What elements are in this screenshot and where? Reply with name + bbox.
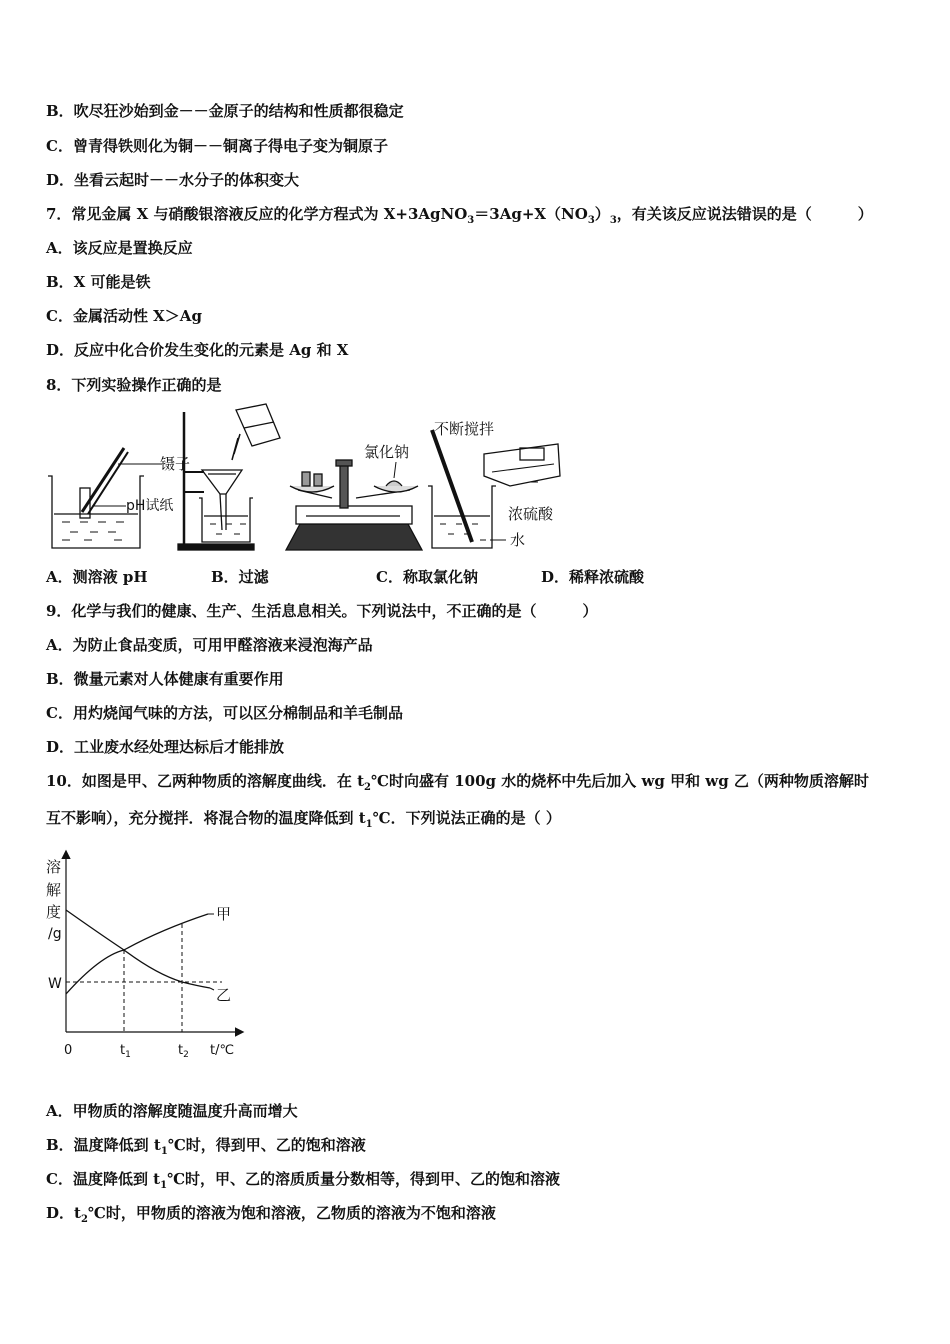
q10-stem-line1: 10．如图是甲、乙两种物质的溶解度曲线．在 $t_2℃$时向盛有 100g 水的烧杯中先后加入 wg 甲和 wg 乙（两种物质溶解时	[46, 772, 869, 793]
q8-option-a: A．测溶液 pH	[46, 568, 148, 586]
q6-option-c: C．曾青得铁则化为铜－－铜离子得电子变为铜原子	[46, 137, 388, 155]
ylabel-char-4: /g	[48, 926, 62, 942]
balance-diagram	[286, 460, 422, 550]
x-tick-t1: $t_1$	[120, 1043, 131, 1060]
y-mark-w: W	[48, 976, 62, 992]
water-label: 水	[510, 531, 526, 549]
ylabel-char-2: 解	[46, 881, 62, 899]
q7-stem: 7．常见金属 X 与硝酸银溶液反应的化学方程式为 $X+3AgNO_3=3Ag+X(NO_3)_3$，有关该反应说法错误的是（ ）	[46, 205, 873, 226]
q9-option-c: C．用灼烧闻气味的方法，可以区分棉制品和羊毛制品	[46, 704, 403, 722]
series-label-jia: 甲	[216, 905, 232, 923]
q7-option-a: A．该反应是置换反应	[46, 239, 193, 257]
dilution-diagram	[428, 430, 560, 548]
q8-option-b: B．过滤	[211, 568, 269, 586]
q9-stem: 9．化学与我们的健康、生产、生活息息相关。下列说法中，不正确的是（ ）	[46, 602, 598, 620]
q6-option-d: D．坐看云起时－－水分子的体积变大	[46, 171, 300, 189]
nacl-label: 氯化钠	[364, 443, 410, 461]
ylabel-char-1: 溶	[46, 858, 62, 876]
q10-stem-line2: 互不影响），充分搅拌．将混合物的温度降低到 $t_1℃$．下列说法正确的是（ ）	[46, 809, 561, 830]
curve-yi	[66, 910, 210, 988]
yi-leader	[210, 988, 214, 990]
q9-option-a: A．为防止食品变质，可用甲醛溶液来浸泡海产品	[46, 636, 373, 654]
acid-label: 浓硫酸	[508, 505, 554, 523]
q10-option-c: C．温度降低到 $t_1℃$时，甲、乙的溶质质量分数相等，得到甲、乙的饱和溶液	[46, 1170, 561, 1191]
q10-option-a: A．甲物质的溶解度随温度升高而增大	[46, 1102, 298, 1120]
q8-stem: 8．下列实验操作正确的是	[46, 376, 222, 394]
tweezers-label: 镊子	[160, 455, 191, 473]
x-tick-t2: $t_2$	[178, 1043, 189, 1060]
filtration-diagram	[178, 404, 280, 550]
ph-paper-label: pH试纸	[126, 498, 174, 514]
q8-option-c: C．称取氯化钠	[376, 568, 478, 586]
q7-option-d: D．反应中化合价发生变化的元素是 Ag 和 X	[46, 341, 349, 359]
q7-option-c: C．金属活动性 X＞Ag	[46, 307, 202, 325]
xlabel: t/℃	[210, 1043, 235, 1058]
q9-option-b: B．微量元素对人体健康有重要作用	[46, 670, 284, 688]
q9-option-d: D．工业废水经处理达标后才能排放	[46, 738, 285, 756]
solubility-chart	[40, 848, 250, 1064]
series-label-yi: 乙	[216, 986, 232, 1004]
ylabel-char-3: 度	[46, 903, 62, 921]
q6-option-b: B．吹尽狂沙始到金－－金原子的结构和性质都很稳定	[46, 102, 404, 120]
q10-option-d: D．$t_2℃$时，甲物质的溶液为饱和溶液，乙物质的溶液为不饱和溶液	[46, 1204, 496, 1225]
q8-apparatus-figure	[44, 402, 584, 560]
q10-option-b: B．温度降低到 $t_1℃$时，得到甲、乙的饱和溶液	[46, 1136, 366, 1157]
stir-label: 不断搅拌	[434, 420, 495, 438]
q8-option-d: D．稀释浓硫酸	[541, 568, 645, 586]
x-tick-0: 0	[64, 1043, 73, 1058]
q7-option-b: B．X 可能是铁	[46, 273, 151, 291]
